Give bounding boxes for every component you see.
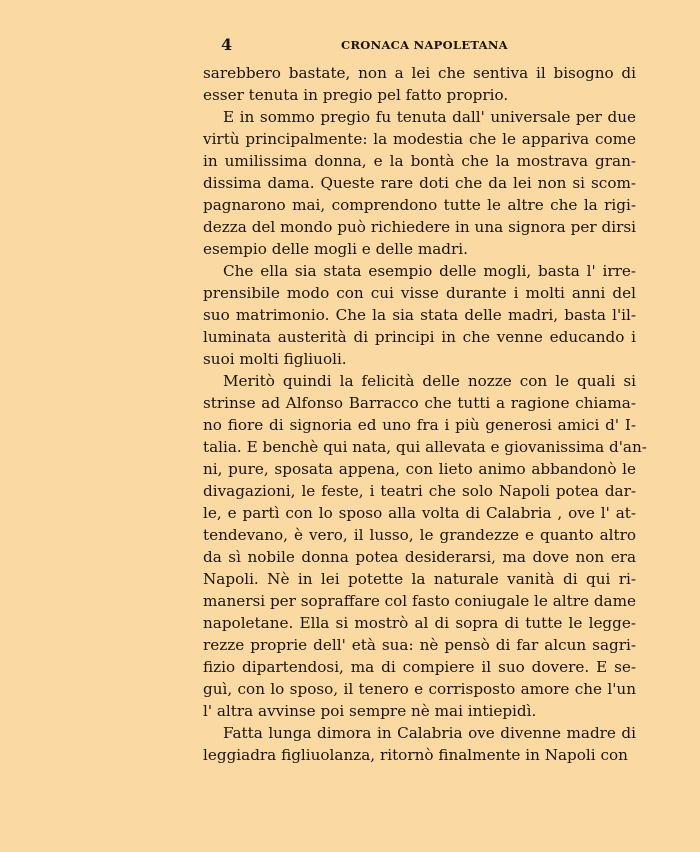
- text-line: fizio dipartendosi, ma di compiere il suo dovere. E se-: [203, 658, 636, 676]
- text-line: suo matrimonio. Che la sia stata delle madri, basta l'il-: [203, 306, 636, 324]
- text-line: da sì nobile donna potea desiderarsi, ma dove non era: [203, 548, 636, 566]
- text-line: esser tenuta in pregio pel fatto proprio.: [203, 86, 509, 104]
- text-line: guì, con lo sposo, il tenero e corrisposto amore che l'un: [203, 680, 636, 698]
- text-line: strinse ad Alfonso Barracco che tutti a ragione chiama-: [203, 394, 636, 412]
- text-line: E in sommo pregio fu tenuta dall' universale per due: [223, 108, 636, 126]
- text-line: rezze proprie dell' età sua: nè pensò di far alcun sagri-: [203, 636, 636, 654]
- text-line: le, e partì con lo sposo alla volta di Calabria , ove l' at-: [203, 504, 636, 522]
- text-line: tendevano, è vero, il lusso, le grandezze e quanto altro: [203, 526, 636, 544]
- paragraph: [203, 106, 636, 260]
- text-line: napoletane. Ella si mostrò al di sopra di tutte le legge-: [203, 614, 636, 632]
- text-line: esempio delle mogli e delle madri.: [203, 240, 468, 258]
- text-line: Che ella sia stata esempio delle mogli, basta l' irre-: [223, 262, 636, 280]
- text-line: manersi per sopraffare col fasto coniugale le altre dame: [203, 592, 636, 610]
- text-line: leggiadra figliuolanza, ritornò finalmente in Napoli con: [203, 746, 628, 764]
- text-line: divagazioni, le feste, i teatri che solo Napoli potea dar-: [203, 482, 636, 500]
- text-line: Meritò quindi la felicità delle nozze con le quali si: [223, 372, 636, 390]
- text-line: luminata austerità di principi in che venne educando i: [203, 328, 636, 346]
- text-line: Fatta lunga dimora in Calabria ove divenne madre di: [223, 724, 636, 742]
- text-line: ni, pure, sposata appena, con lieto animo abbandonò le: [203, 460, 636, 478]
- paragraph: [203, 62, 636, 106]
- page-header: [0, 35, 700, 57]
- paragraph: [203, 722, 636, 766]
- text-line: in umilissima donna, e la bontà che la mostrava gran-: [203, 152, 636, 170]
- paragraph: [203, 260, 636, 370]
- page-number: 4: [221, 35, 233, 54]
- text-line: virtù principalmente: la modestia che le appariva come: [203, 130, 636, 148]
- text-line: no fiore di signoria ed uno fra i più generosi amici d' I-: [203, 416, 636, 434]
- running-title: CRONACA NAPOLETANA: [341, 38, 508, 52]
- text-line: sarebbero bastate, non a lei che sentiva il bisogno di: [203, 64, 636, 82]
- text-line: Napoli. Nè in lei potette la naturale vanità di qui ri-: [203, 570, 636, 588]
- text-line: prensibile modo con cui visse durante i molti anni del: [203, 284, 636, 302]
- text-line: talia. E benchè qui nata, qui allevata e giovanissima d'an-: [203, 438, 647, 456]
- page-body: [203, 62, 647, 766]
- paragraph: [203, 370, 647, 722]
- text-line: pagnarono mai, comprendono tutte le altre che la rigi-: [203, 196, 636, 214]
- text-line: l' altra avvinse poi sempre nè mai intiepidì.: [203, 702, 537, 720]
- text-line: dezza del mondo può richiedere in una signora per dirsi: [203, 218, 636, 236]
- text-line: dissima dama. Queste rare doti che da lei non si scom-: [203, 174, 636, 192]
- text-line: suoi molti figliuoli.: [203, 350, 347, 368]
